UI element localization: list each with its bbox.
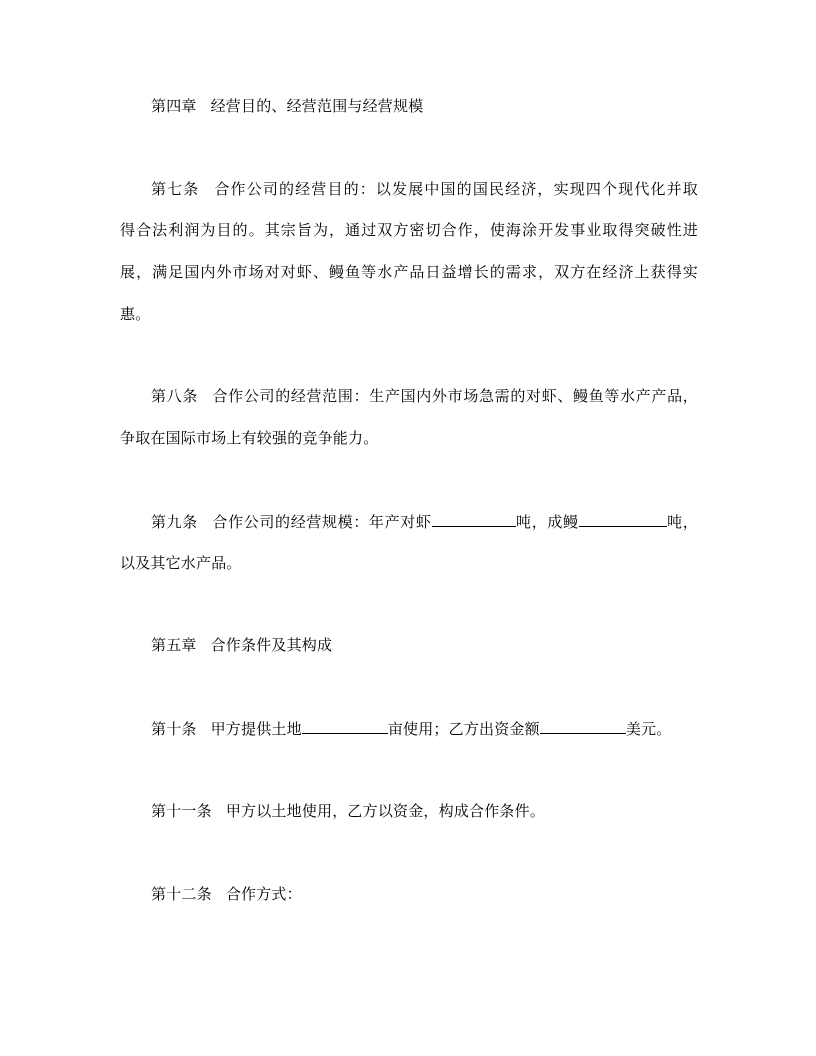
article-text: 合作公司的经营范围：生产国内外市场急需的对虾、鳗鱼等水产产品， — [212, 387, 698, 405]
article-12 — [151, 884, 698, 904]
article-7-line-3: 展，满足国内外市场对对虾、鳗鱼等水产品日益增长的需求，双方在经济上获得实 — [120, 263, 698, 281]
article-text: 亩使用；乙方出资金额 — [387, 720, 540, 738]
article-7-line-1 — [151, 179, 698, 199]
article-11 — [151, 801, 698, 821]
article-number: 第十条 — [151, 720, 197, 738]
article-text: 合作公司的经营目的：以发展中国的国民经济，实现四个现代化并取 — [213, 180, 698, 198]
article-7-line-4: 惠。 — [120, 305, 151, 323]
article-9-line-1 — [151, 511, 698, 532]
article-text: 吨， — [666, 513, 698, 531]
land-area-blank[interactable] — [302, 718, 388, 734]
capital-amount-blank[interactable] — [540, 718, 626, 734]
article-text: 美元。 — [625, 720, 672, 738]
chapter-number: 第四章 — [151, 97, 197, 115]
article-text: 合作公司的经营规模：年产对虾 — [211, 513, 432, 531]
article-7-line-2: 得合法利润为目的。其宗旨为，通过双方密切合作，使海涂开发事业取得突破性进 — [120, 221, 698, 239]
eel-output-blank[interactable] — [579, 511, 667, 527]
article-9-line-2: 以及其它水产品。 — [120, 554, 242, 572]
chapter-title: 合作条件及其构成 — [210, 636, 333, 654]
article-text: 甲方以土地使用，乙方以资金，构成合作条件。 — [225, 802, 546, 820]
article-text: 吨，成鳗 — [515, 513, 579, 531]
article-number: 第十一条 — [151, 802, 212, 820]
chapter-4-heading — [151, 96, 698, 116]
article-8-line-2: 争取在国际市场上有较强的竞争能力。 — [120, 429, 379, 447]
article-number: 第八条 — [151, 387, 199, 405]
article-10 — [151, 718, 698, 739]
chapter-number: 第五章 — [151, 636, 197, 654]
article-number: 第七条 — [151, 180, 200, 198]
chapter-title: 经营目的、经营范围与经营规模 — [210, 97, 424, 115]
article-number: 第十二条 — [151, 885, 212, 903]
chapter-5-heading — [151, 635, 698, 655]
article-8-line-1 — [151, 386, 698, 406]
article-text: 甲方提供土地 — [210, 720, 302, 738]
article-text: 合作方式： — [225, 885, 302, 903]
shrimp-output-blank[interactable] — [432, 511, 516, 527]
article-number: 第九条 — [151, 513, 198, 531]
